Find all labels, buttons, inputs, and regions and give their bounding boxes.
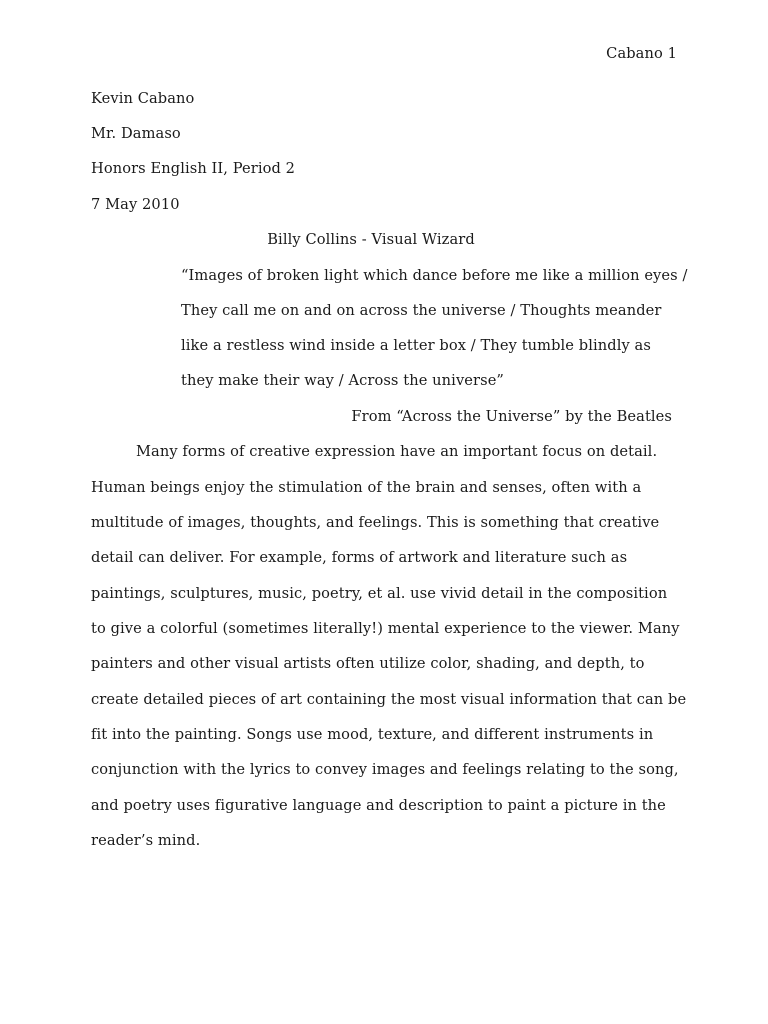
page-header-label: Cabano 1 [606,45,677,62]
body-line: reader’s mind. [91,832,201,849]
epigraph-line: “Images of broken light which dance before me like a million eyes / [181,267,688,284]
body-line: create detailed pieces of art containing the most visual information that can be [91,691,687,708]
document-date: 7 May 2010 [91,196,180,213]
body-line: paintings, sculptures, music, poetry, et al. use vivid detail in the composition [91,585,668,602]
student-name: Kevin Cabano [91,90,195,107]
body-line: Many forms of creative expression have an important focus on detail. [136,443,658,460]
body-line: and poetry uses figurative language and description to paint a picture in the [91,797,666,814]
teacher-name: Mr. Damaso [91,125,181,142]
body-line: to give a colorful (sometimes literally!) mental experience to the viewer. Many [91,620,680,637]
epigraph-attribution: From “Across the Universe” by the Beatles [351,408,672,425]
epigraph-line: they make their way / Across the universe” [181,372,504,389]
body-line: painters and other visual artists often utilize color, shading, and depth, to [91,655,645,672]
essay-title: Billy Collins - Visual Wizard [267,231,475,248]
body-line: fit into the painting. Songs use mood, texture, and different instruments in [91,726,654,743]
body-line: detail can deliver. For example, forms of artwork and literature such as [91,549,628,566]
body-line: conjunction with the lyrics to convey images and feelings relating to the song, [91,761,679,778]
epigraph-line: like a restless wind inside a letter box / They tumble blindly as [181,337,651,354]
body-line: Human beings enjoy the stimulation of the brain and senses, often with a [91,479,642,496]
epigraph-line: They call me on and on across the universe / Thoughts meander [181,302,662,319]
body-line: multitude of images, thoughts, and feelings. This is something that creative [91,514,660,531]
course-name: Honors English II, Period 2 [91,160,296,177]
